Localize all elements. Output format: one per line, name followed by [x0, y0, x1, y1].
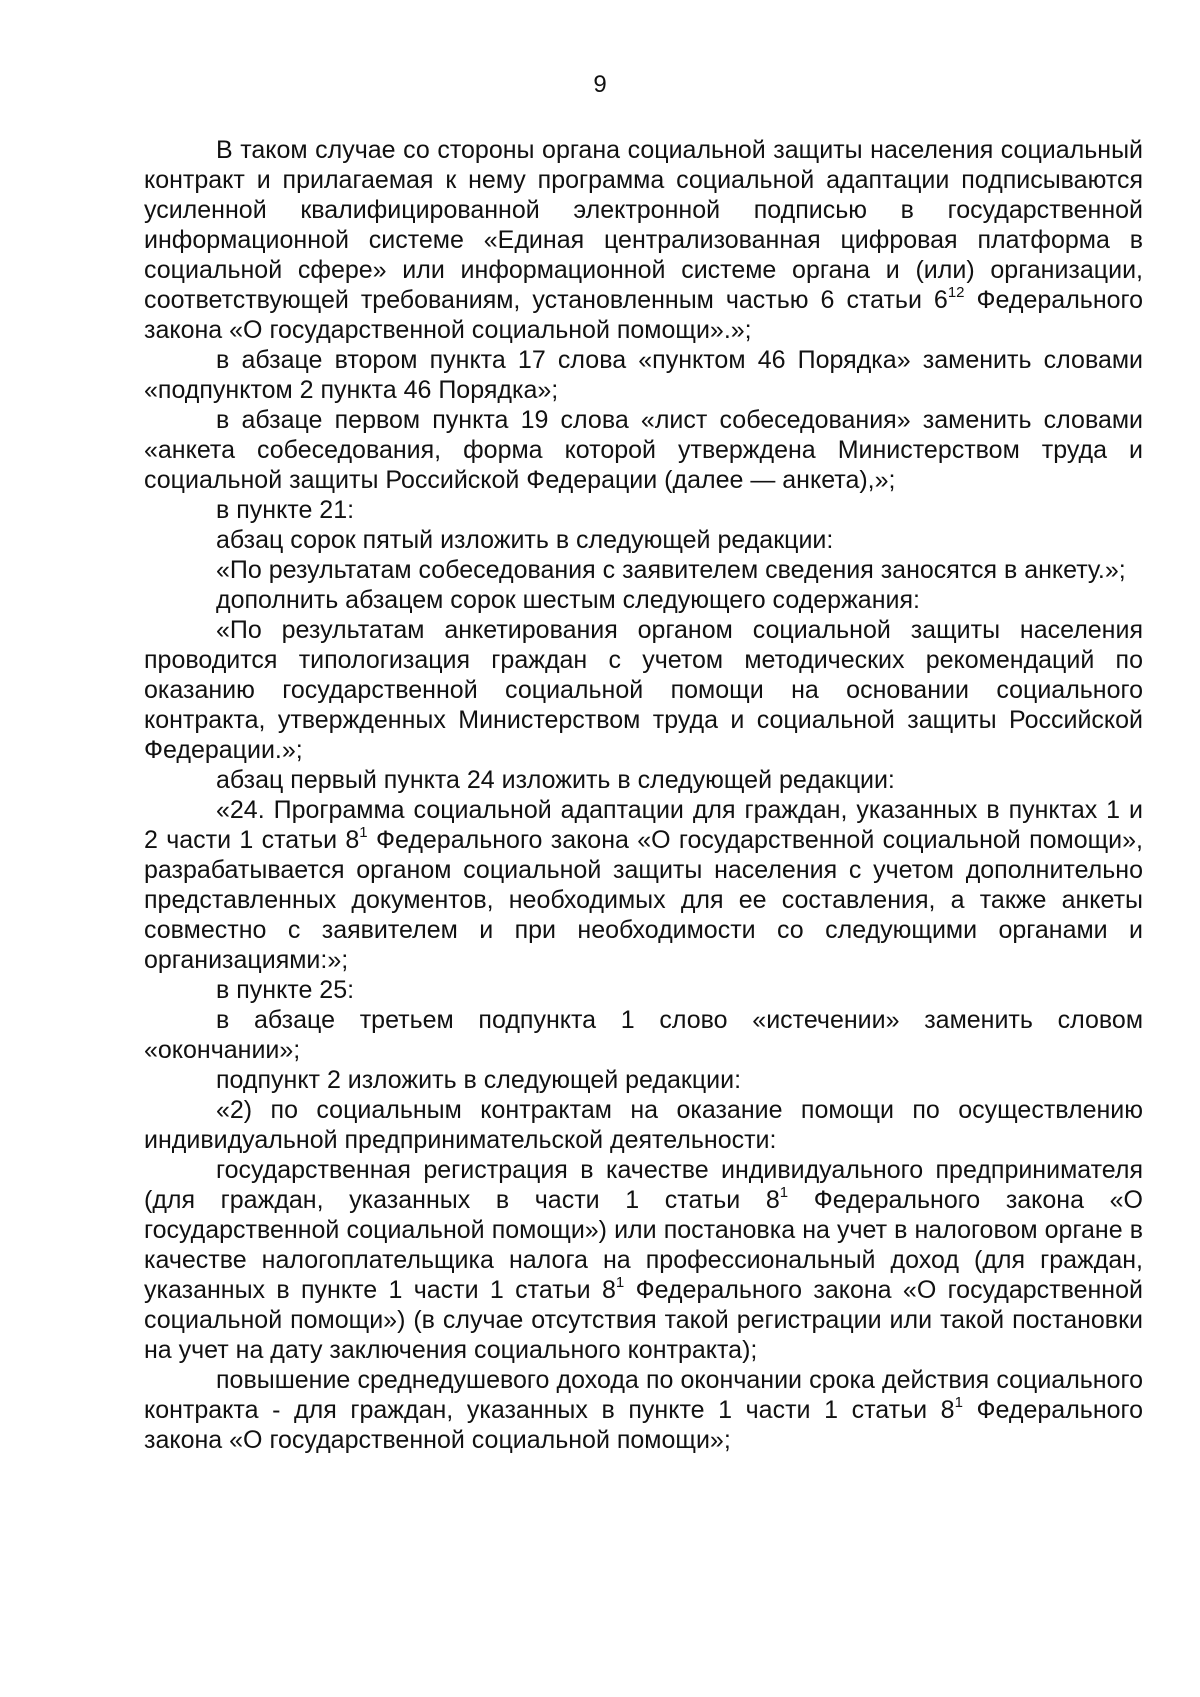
paragraph-text: в абзаце первом пункта 19 слова «лист собеседования» заменить словами «анкета собеседования, форма которой утверждена Министерством труда и социальной защиты Российской Федерации (далее — анкета),»;	[144, 406, 1143, 494]
document-paragraph	[144, 1095, 1143, 1155]
page-number: 9	[593, 71, 607, 98]
paragraph-text: Федерального закона «О государственной социальной помощи», разрабатывается органом социальной защиты населения с учетом дополнительно представленных документов, необходимых для ее составления, а также анкеты совместно с заявителем и при необходимости со следующими органами и организациями:»;	[144, 826, 1143, 974]
document-paragraph	[144, 345, 1143, 405]
document-paragraph	[144, 585, 1143, 615]
document-paragraph	[144, 405, 1143, 495]
document-paragraph	[144, 1155, 1143, 1365]
document-paragraph	[144, 1005, 1143, 1065]
paragraph-text: Федерального закона «О государственной социальной помощи») (в случае отсутствия такой регистрации или такой постановки на учет на дату заключения социального контракта);	[144, 1276, 1143, 1364]
paragraph-text: абзац сорок пятый изложить в следующей редакции:	[216, 526, 834, 554]
paragraph-text: в абзаце втором пункта 17 слова «пунктом 46 Порядка» заменить словами «подпунктом 2 пункта 46 Порядка»;	[144, 346, 1143, 404]
document-paragraph	[144, 1365, 1143, 1455]
document-paragraph	[144, 795, 1143, 975]
document-paragraph	[144, 975, 1143, 1005]
paragraph-text: Федерального закона «О государственной социальной помощи»;	[144, 1396, 1143, 1454]
document-paragraph	[144, 135, 1143, 345]
paragraph-text: подпункт 2 изложить в следующей редакции:	[216, 1066, 742, 1094]
paragraph-text: «24. Программа социальной адаптации для граждан, указанных в пунктах 1 и 2 части 1 статьи 8	[144, 796, 1143, 854]
paragraph-text: Федерального закона «О государственной социальной помощи».»;	[144, 286, 1143, 344]
superscript-index: 1	[359, 824, 368, 841]
paragraph-text: «2) по социальным контрактам на оказание помощи по осуществлению индивидуальной предпринимательской деятельности:	[144, 1096, 1143, 1154]
paragraph-text: повышение среднедушевого дохода по окончании срока действия социального контракта - для граждан, указанных в пункте 1 части 1 статьи 8	[144, 1366, 1143, 1424]
superscript-index: 1	[615, 1274, 625, 1291]
paragraph-text: дополнить абзацем сорок шестым следующего содержания:	[216, 586, 920, 614]
paragraph-text: в пункте 21:	[216, 496, 355, 524]
superscript-index: 1	[954, 1394, 963, 1411]
paragraph-text: «По результатам анкетирования органом социальной защиты населения проводится типологизация граждан с учетом методических рекомендаций по оказанию государственной социальной помощи на основании социального контракта, утвержденных Министерством труда и социальной защиты Российской Федерации.»;	[144, 616, 1143, 764]
paragraph-text: государственная регистрация в качестве индивидуального предпринимателя (для граждан, указанных в части 1 статьи 8	[144, 1156, 1143, 1214]
paragraph-text: в абзаце третьем подпункта 1 слово «истечении» заменить словом «окончании»;	[144, 1006, 1143, 1064]
document-paragraph	[144, 495, 1143, 525]
superscript-index: 12	[947, 284, 965, 301]
document-body	[144, 135, 1143, 1455]
paragraph-text: В таком случае со стороны органа социальной защиты населения социальный контракт и прилагаемая к нему программа социальной адаптации подписываются усиленной квалифицированной электронной подписью в государственной информационной системе «Единая централизованная цифровая платформа в социальной сфере» или информационной системе органа и (или) организации, соответствующей требованиям, установленным частью 6 статьи 6	[144, 136, 1143, 314]
paragraph-text: абзац первый пункта 24 изложить в следующей редакции:	[216, 766, 895, 794]
document-paragraph	[144, 615, 1143, 765]
document-paragraph	[144, 555, 1143, 585]
document-paragraph	[144, 765, 1143, 795]
paragraph-text: «По результатам собеседования с заявителем сведения заносятся в анкету.»;	[216, 556, 1126, 584]
document-paragraph	[144, 525, 1143, 555]
superscript-index: 1	[779, 1184, 789, 1201]
paragraph-text: в пункте 25:	[216, 976, 355, 1004]
document-paragraph	[144, 1065, 1143, 1095]
paragraph-text: Федерального закона «О государственной социальной помощи») или постановка на учет в налоговом органе в качестве налогоплательщика налога на профессиональный доход (для граждан, указанных в пункте 1 части 1 статьи 8	[144, 1186, 1143, 1304]
